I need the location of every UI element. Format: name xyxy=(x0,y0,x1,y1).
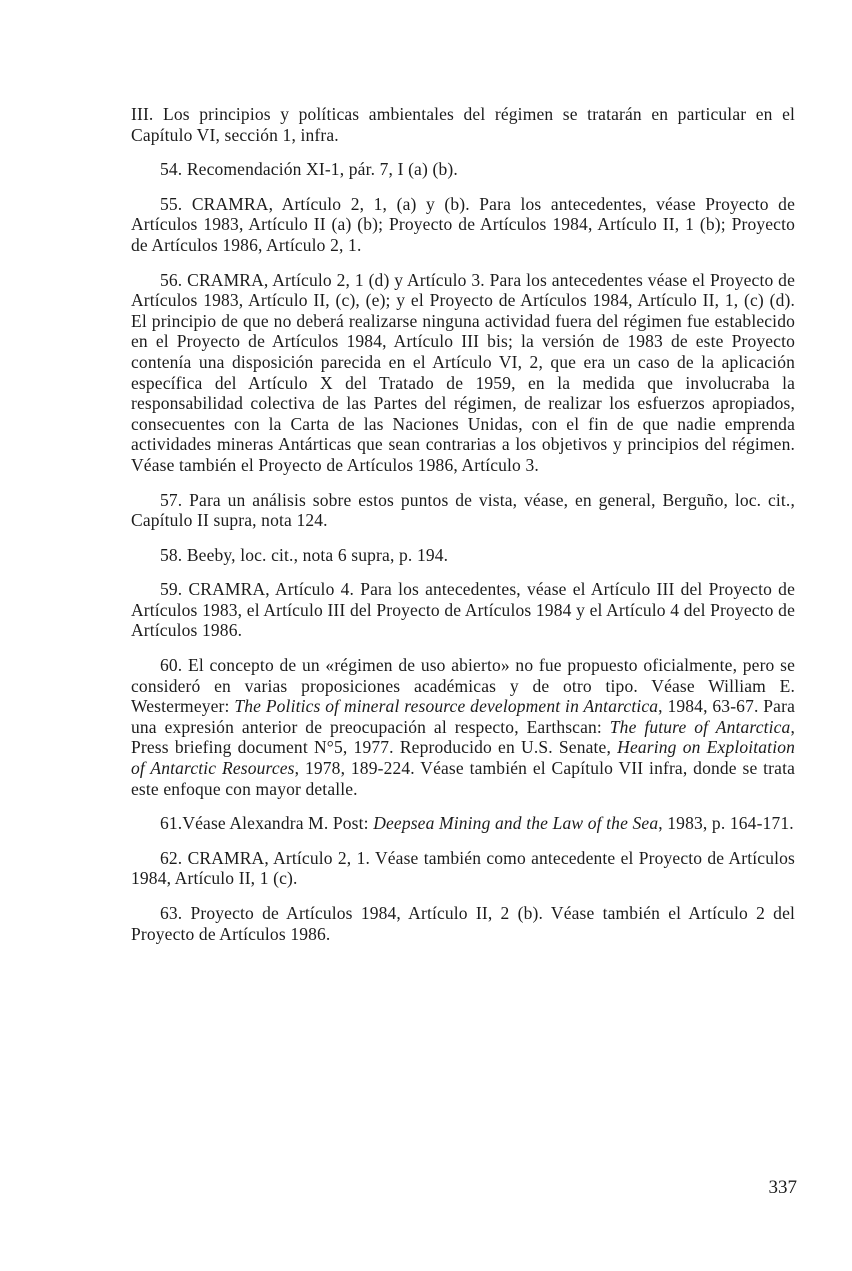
footnote-continuation xyxy=(131,104,795,145)
footnote-text: 56. CRAMRA, Artículo 2, 1 (d) y Artículo 3. Para los antecedentes véase el Proyecto de Artículos 1983, Artículo II, (c), (e); y el Proyecto de Artículos 1984, Artículo II, 1, (c) (d). El principio de que no deberá realizarse ninguna actividad fuera del régimen fue establecido en el Proyecto de Artículos 1984, Artículo III bis; la versión de 1983 de este Proyecto contenía una disposición parecida en el Artículo VI, 2, que era un caso de la aplicación específica del Artículo X del Tratado de 1959, en la medida que involucraba la responsabilidad colectiva de las Partes del régimen, de realizar los esfuerzos apropiados, consecuentes con la Carta de las Naciones Unidas, con el fin de que nadie emprenda actividades mineras Antárticas que sean contrarias a los objetivos y principios del régimen. Véase también el Proyecto de Artículos 1986, Artículo 3. xyxy=(131,269,795,475)
footnote-text: 63. Proyecto de Artículos 1984, Artículo II, 2 (b). Véase también el Artículo 2 del Proyecto de Artículos 1986. xyxy=(131,903,795,944)
footnote-text: 57. Para un análisis sobre estos puntos de vista, véase, en general, Berguño, loc. cit., Capítulo II supra, nota 124. xyxy=(131,489,795,531)
footnote-text: , 1978, 189-224. Véase también el Capítulo VII infra, donde se trata este enfoque con mayor detalle. xyxy=(131,758,796,799)
footnote-text: , 1983, p. 164-171. xyxy=(658,813,794,834)
footnote-text: 55. CRAMRA, Artículo 2, 1, (a) y (b). Para los antecedentes, véase Proyecto de Artículos 1983, Artículo II (a) (b); Proyecto de Artículos 1984, Artículo II, 1 (b); Proyecto de Artículos 1986, Artículo 2, 1. xyxy=(131,193,795,255)
footnote-text: 58. Beeby, loc. cit., nota 6 supra, p. 194. xyxy=(160,544,449,565)
citation-title: Deepsea Mining and the Law of the Sea xyxy=(373,813,659,834)
citation-title: Hearing on Exploitation of Antarctic Resources xyxy=(131,737,796,779)
footnote-text: 61.Véase Alexandra M. Post: xyxy=(160,813,374,834)
footnote-text: 62. CRAMRA, Artículo 2, 1. Véase también como antecedente el Proyecto de Artículos 1984, Artículo II, 1 (c). xyxy=(131,847,795,889)
footnote-text: III. Los principios y políticas ambientales del régimen se tratarán en particular en el Capítulo VI, sección 1, infra. xyxy=(131,104,795,145)
footnote-text: , 1984, 63-67. Para una expresión anterior de preocupación al respecto, Earthscan: xyxy=(131,696,795,737)
footnote-57 xyxy=(131,490,795,531)
footnote-60 xyxy=(131,655,795,799)
footnote-text: , Press briefing document N°5, 1977. Reproducido en U.S. Senate, xyxy=(131,716,795,758)
footnote-text: 60. El concepto de un «régimen de uso abierto» no fue propuesto oficialmente, pero se consideró en varias proposiciones académicas y de otro tipo. Véase William E. Westermeyer: xyxy=(131,655,795,717)
footnote-text: 54. Recomendación XI-1, pár. 7, I (a) (b). xyxy=(160,159,458,180)
footnote-58 xyxy=(131,545,795,566)
footnote-text: 59. CRAMRA, Artículo 4. Para los antecedentes, véase el Artículo III del Proyecto de Artículos 1983, el Artículo III del Proyecto de Artículos 1984 y el Artículo 4 del Proyecto de Artículos 1986. xyxy=(131,579,795,641)
footnote-62 xyxy=(131,848,795,889)
footnote-61 xyxy=(131,813,795,834)
footnotes-section xyxy=(131,104,795,958)
footnote-59 xyxy=(131,579,795,641)
footnote-55 xyxy=(131,194,795,256)
footnote-63 xyxy=(131,903,795,944)
citation-title: The Politics of mineral resource development in Antarctica xyxy=(234,696,659,717)
citation-title: The future of Antarctica xyxy=(609,716,791,737)
footnote-56 xyxy=(131,270,795,476)
page-number: 337 xyxy=(768,1177,797,1198)
footnote-54 xyxy=(131,159,795,180)
